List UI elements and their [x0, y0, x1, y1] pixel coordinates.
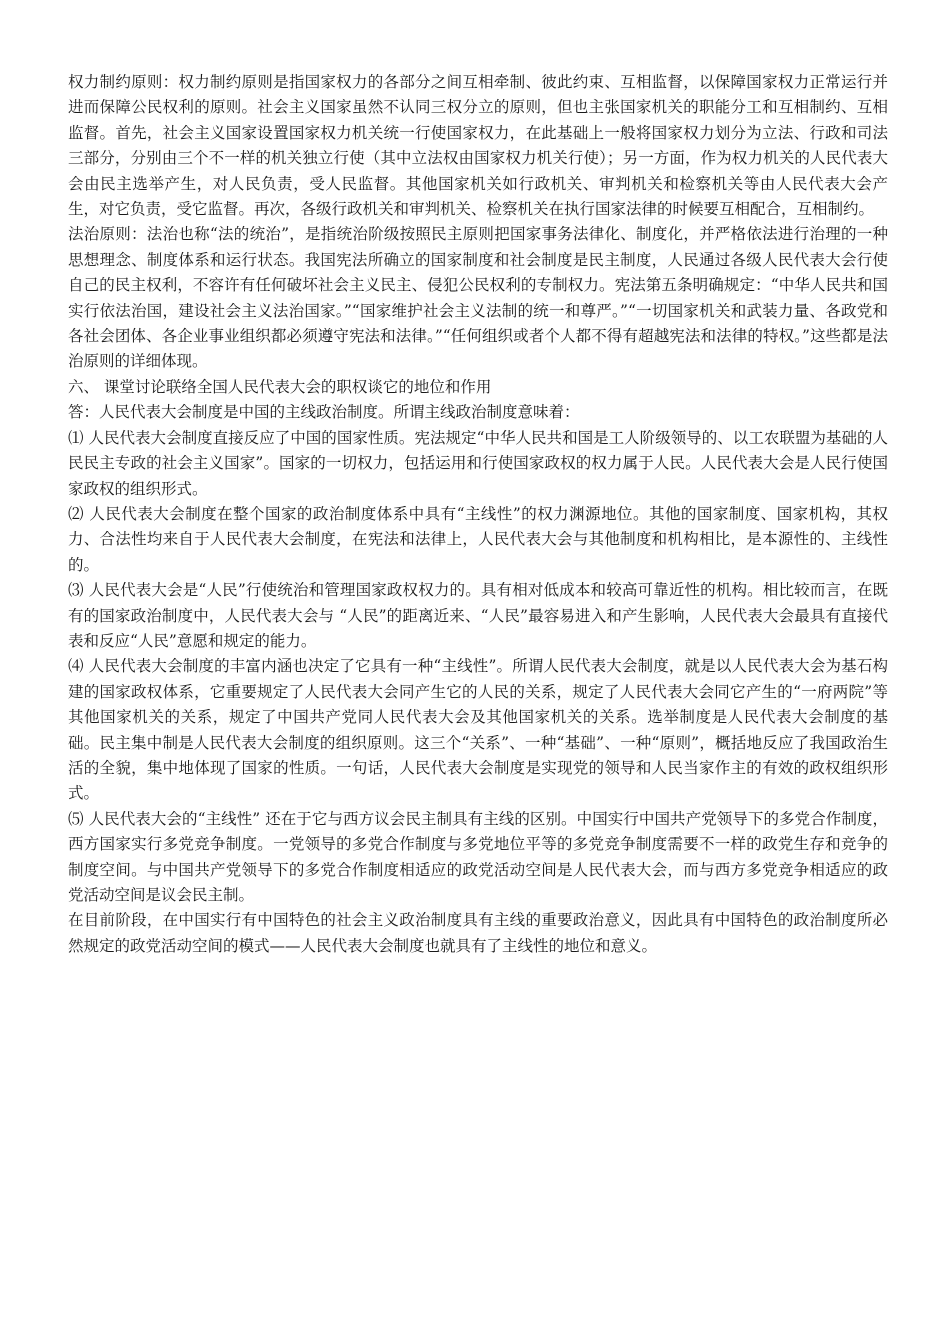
answer-intro: 答：人民代表大会制度是中国的主线政治制度。所谓主线政治制度意味着： — [68, 403, 580, 422]
list-item-1: ⑴ 人民代表大会制度直接反应了中国的国家性质。宪法规定“中华人民共和国是工人阶级领导的、以工农联盟为基础的人民民主专政的社会主义国家”。国家的一切权力，包括运用和行使国家政权的权力属于人民。人民代表大会是人民行使国家政权的组织形式。 — [68, 428, 888, 498]
paragraph-power-restraint: 权力制约原则：权力制约原则是指国家权力的各部分之间互相牵制、彼此约束、互相监督，以保障国家权力正常运行并进而保障公民权利的原则。社会主义国家虽然不认同三权分立的原则，但也主张国家机关的职能分工和互相制约、互相监督。首先，社会主义国家设置国家权力机关统一行使国家权力，在此基础上一般将国家权力划分为立法、行政和司法三部分，分别由三个不一样的机关独立行使（其中立法权由国家权力机关行使）；另一方面，作为权力机关的人民代表大会由民主选举产生，对人民负责，受人民监督。其他国家机关如行政机关、审判机关和检察机关等由人民代表大会产生，对它负责，受它监督。再次，各级行政机关和审判机关、检察机关在执行国家法律的时候要互相配合，互相制约。 — [68, 73, 888, 219]
document-page — [68, 70, 888, 959]
conclusion-paragraph: 在目前阶段，在中国实行有中国特色的社会主义政治制度具有主线的重要政治意义，因此具有中国特色的政治制度所必然规定的政党活动空间的模式——人民代表大会制度也就具有了主线性的地位和意义。 — [68, 911, 888, 955]
list-item-5: ⑸ 人民代表大会的“主线性” 还在于它与西方议会民主制具有主线的区别。中国实行中国共产党领导下的多党合作制度，西方国家实行多党竞争制度。一党领导的多党合作制度与多党地位平等的多党竞争制度需要不一样的政党生存和竞争的制度空间。与中国共产党领导下的多党合作制度相适应的政党活动空间是人民代表大会，而与西方多党竞争相适应的政党活动空间是议会民主制。 — [68, 809, 888, 904]
list-item-2: ⑵ 人民代表大会制度在整个国家的政治制度体系中具有“主线性”的权力渊源地位。其他的国家制度、国家机构，其权力、合法性均来自于人民代表大会制度，在宪法和法律上，人民代表大会与其他制度和机构相比，是本源性的、主线性的。 — [68, 504, 888, 574]
list-item-3: ⑶ 人民代表大会是“人民”行使统治和管理国家政权权力的。具有相对低成本和较高可靠近性的机构。相比较而言，在既有的国家政治制度中，人民代表大会与 “人民”的距离近来、“人民”最容易进入和产生影响，人民代表大会最具有直接代表和反应“人民”意愿和规定的能力。 — [68, 581, 888, 650]
section-heading-six: 六、 课堂讨论联络全国人民代表大会的职权谈它的地位和作用 — [68, 377, 492, 396]
list-item-4: ⑷ 人民代表大会制度的丰富内涵也决定了它具有一种“主线性”。所谓人民代表大会制度，就是以人民代表大会为基石构建的国家政权体系，它重要规定了人民代表大会同产生它的人民的关系，规定了人民代表大会同它产生的“一府两院”等其他国家机关的关系，规定了中国共产党同人民代表大会及其他国家机关的关系。选举制度是人民代表大会制度的基础。民主集中制是人民代表大会制度的组织原则。这三个“关系”、一种“基础”、一种“原则”，概括地反应了我国政治生活的全貌，集中地体现了国家的性质。一句话，人民代表大会制度是实现党的领导和人民当家作主的有效的政权组织形式。 — [68, 657, 888, 803]
paragraph-rule-of-law: 法治原则：法治也称“法的统治”，是指统治阶级按照民主原则把国家事务法律化、制度化，并严格依法进行治理的一种思想理念、制度体系和运行状态。我国宪法所确立的国家制度和社会制度是民主制度，人民通过各级人民代表大会行使自己的民主权利，不容许有任何破坏社会主义民主、侵犯公民权利的专制权力。宪法第五条明确规定：“中华人民共和国实行依法治国，建设社会主义法治国家。”“国家维护社会主义法制的统一和尊严。”“一切国家机关和武装力量、各政党和各社会团体、各企业事业组织都必须遵守宪法和法律。”“任何组织或者个人都不得有超越宪法和法律的特权。”这些都是法治原则的详细体现。 — [68, 225, 888, 371]
